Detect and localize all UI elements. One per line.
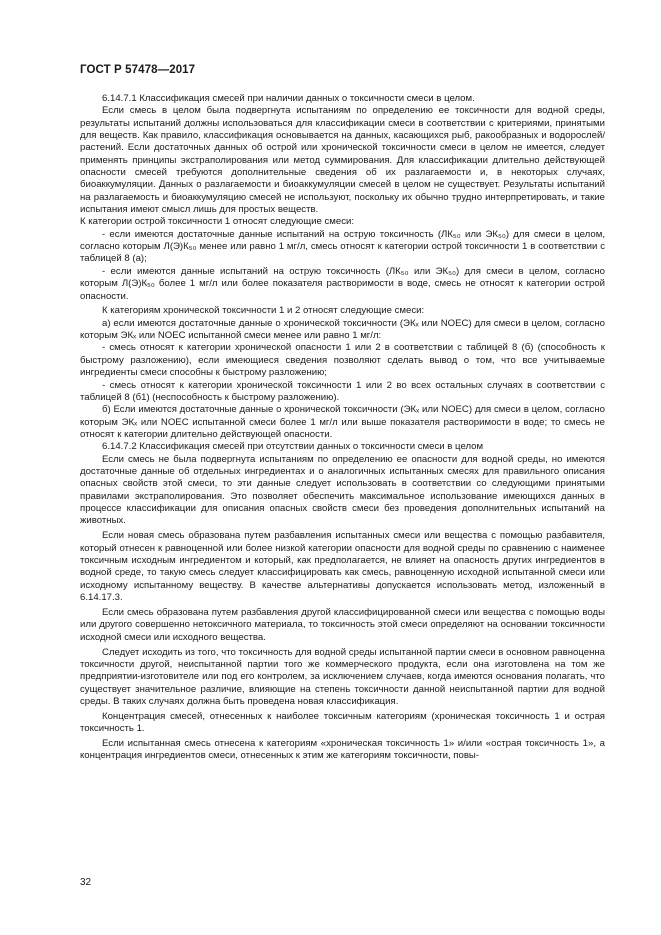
paragraph: Если новая смесь образована путем разбавления испытанных смеси или вещества с помощью разбавителя, который отнесен к равноценной или более низкой категории опасности для водной среды по сравнению с наименее токсичным исходным ингредиентом и который, как предполагается, не влияет на опасность других ингредиентов в водной среде, то такую смесь следует классифицировать как смесь, равноценную исходной испытанной смеси или исходному испытанному веществу. В качестве альтернативы допускается использовать метод, изложенный в 6.14.17.3.: [80, 530, 605, 603]
document-header: ГОСТ Р 57478—2017: [80, 64, 196, 76]
list-item: - если имеются достаточные данные испытаний на острую токсичность (ЛК₅₀ или ЭК₅₀) для смеси в целом, согласно которым Л(Э)К₅₀ менее или равно 1 мг/л, смесь относят к категории острой токсичности 1 в соответствии с таблицей 8 (а);: [80, 228, 605, 265]
paragraph: К категориям хронической токсичности 1 и 2 относят следующие смеси:: [102, 305, 425, 317]
paragraph-6-14-7-1-heading: 6.14.7.1 Классификация смесей при наличии данных о токсичности смеси в целом.: [102, 93, 475, 104]
paragraph-6-14-7-2-heading: 6.14.7.2 Классификация смесей при отсутствии данных о токсичности смеси в целом: [102, 441, 484, 453]
list-item: а) если имеются достаточные данные о хронической токсичности (ЭКₓ или NOEC) для смеси в целом, согласно которым ЭКₓ или NOEC испытанной смеси менее или равно 1 мг/л:: [80, 317, 605, 342]
document-body: [80, 93, 605, 763]
paragraph: К категории острой токсичности 1 относят следующие смеси:: [80, 216, 355, 228]
paragraph: Если смесь не была подвергнута испытаниям по определению ее опасности для водной среды, но имеются достаточные данные об отдельных ингредиентах и о аналогичных испытанных смесях для правильного описания опасных свойств этой смеси, то эти данные следует использовать в соответствии со следующими принятыми правилами экстраполирования. Это позволяет обеспечить максимальное использование имеющихся данных в процессе классификации для описания опасных свойств смеси без проведения дополнительных испытаний на животных.: [80, 453, 605, 527]
paragraph: Если испытанная смесь отнесена к категориям «хроническая токсичность 1» и/или «острая токсичность 1», а концентрация ингредиентов смеси, отнесенных к этим же категориям токсичности, повы-: [80, 738, 605, 762]
paragraph: Если смесь в целом была подвергнута испытаниям по определению ее токсичности для водной среды, результаты испытаний должны использоваться для классификации смеси в соответствии с критериями, принятыми для веществ. Как правило, классификация основывается на данных, касающихся рыб, ракообразных и водорослей/растений. Если достаточных данных об острой или хронической токсичности смеси в целом не имеется, следует применять принципы экстраполирования или метод суммирования. Для классификации длительно действующей опасности смесей требуются дополнительные сведения об их разлагаемости и, в некоторых случаях, биоаккумуляции. Данных о разлагаемости и биоаккумуляции смесей в целом не существует. Результаты испытаний на разлагаемость и биоаккумуляцию смесей не используют, поскольку их обычно трудно интерпретировать, и такие испытания имеют смысл лишь для простых веществ.: [80, 105, 605, 216]
list-item: б) Если имеются достаточные данные о хронической токсичности (ЭКₓ или NOEC) для смеси в целом, согласно которым ЭКₓ или NOEC испытанной смеси более 1 мг/л или выше показателя растворимости в воде; то смесь не относят к категории длительно действующей опасности.: [80, 404, 605, 440]
paragraph: Следует исходить из того, что токсичность для водной среды испытанной партии смеси в основном равноценна токсичности другой, неиспытанной партии того же коммерческого продукта, если она изготовлена на том же предприятии-изготовителе или под его контролем, за исключением случаев, когда имеются основания полагать, что существует значительное различие, влияющие на степень токсичности данной неиспытанной партии для водной среды. В таких случаях должна быть проведена новая классификация.: [80, 646, 605, 707]
list-item: - смесь относят к категории хронической опасности 1 или 2 в соответствии с таблицей 8 (б) (способность к быстрому разложению), если имеющиеся сведения позволяют сделать вывод о том, что все учитываемые ингредиенты смеси способны к быстрому разложению;: [80, 342, 605, 379]
list-item: - смесь относят к категории хронической токсичности 1 или 2 во всех остальных случаях в соответствии с таблицей 8 (б1) (неспособность к быстрому разложению).: [80, 379, 605, 403]
page-number: 32: [80, 877, 92, 888]
list-item: - если имеются данные испытаний на острую токсичность (ЛК₅₀ или ЭК₅₀) для смеси в целом, согласно которым Л(Э)К₅₀ более 1 мг/л или более показателя растворимости в воде, смесь не относят к категории острой опасности.: [80, 265, 605, 302]
paragraph: Если смесь образована путем разбавления другой классифицированной смеси или вещества с помощью воды или другого совершенно нетоксичного материала, то токсичность этой смеси определяют на основании токсичности исходной смеси или исходного вещества.: [80, 606, 605, 643]
paragraph: Концентрация смесей, отнесенных к наиболее токсичным категориям (хроническая токсичность 1 и острая токсичность 1.: [80, 710, 605, 735]
